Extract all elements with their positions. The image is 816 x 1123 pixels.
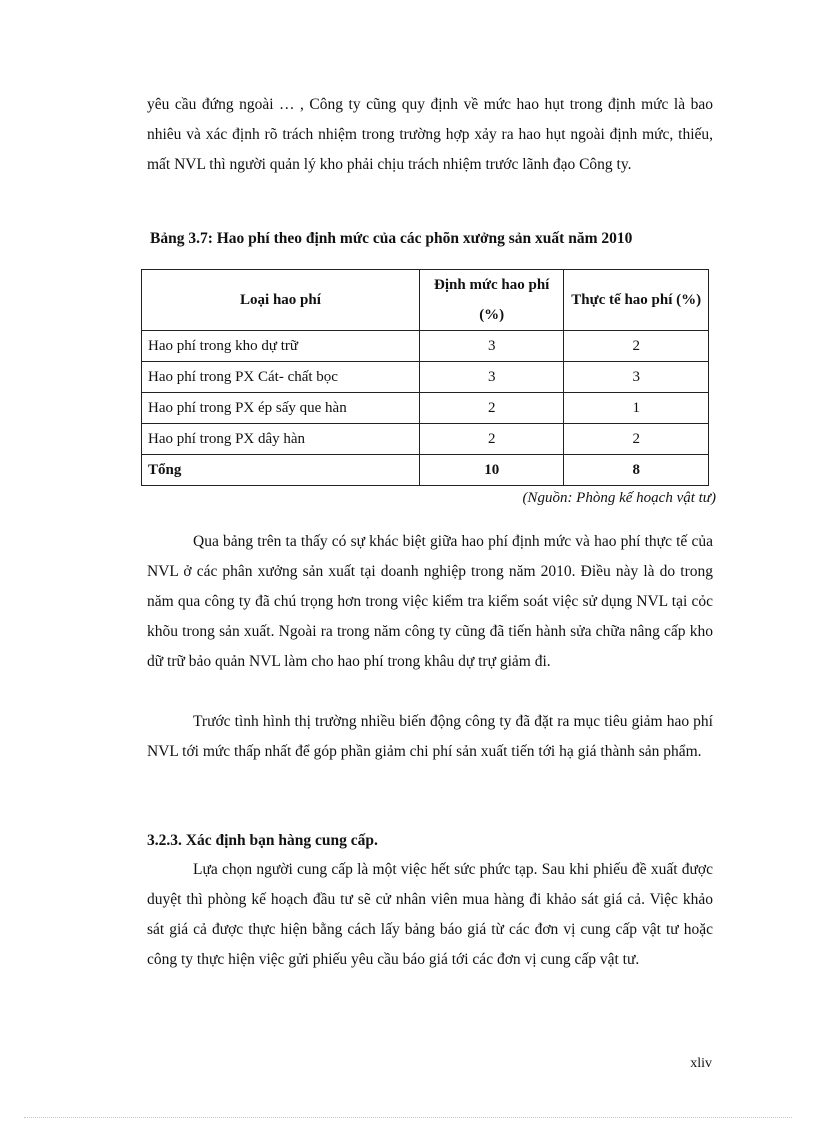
table-caption: Bảng 3.7: Hao phí theo định mức của các phõn xưởng sản xuất năm 2010 <box>150 230 633 247</box>
row-label: Hao phí trong kho dự trữ <box>142 331 420 362</box>
header-dinh-muc: Định mức hao phí (%) <box>419 270 564 331</box>
table-source: (Nguồn: Phòng kế hoạch vật tư) <box>522 490 716 506</box>
row-norm: 2 <box>419 393 564 424</box>
header-thuc-te: Thực tế hao phí (%) <box>564 270 709 331</box>
table-total-row <box>142 455 709 486</box>
paragraph-comparison: Qua bảng trên ta thấy có sự khác biệt giữa hao phí định mức và hao phí thực tế của NVL ở các phân xưởng sản xuất tại doanh nghiệp trong năm 2010. Điều này là do trong năm qua công ty đã chú trọng hơn trong việc kiểm tra kiểm soát việc sử dụng NVL tại cỏc khõu trong sản xuất. Ngoài ra trong năm công ty cũng đã tiến hành sửa chữa nâng cấp kho dữ trữ bảo quản NVL làm cho hao phí trong khâu dự trự giảm đi. <box>147 533 713 670</box>
paragraph-market: Trước tình hình thị trường nhiều biến động công ty đã đặt ra mục tiêu giảm hao phí NVL tới mức thấp nhất để góp phần giảm chi phí sản xuất tiến tới hạ giá thành sản phẩm. <box>147 713 713 760</box>
hao-phi-table <box>141 269 709 486</box>
table-header-row <box>142 270 709 331</box>
row-actual: 2 <box>564 424 709 455</box>
row-label: Hao phí trong PX Cát- chất bọc <box>142 362 420 393</box>
table-row <box>142 424 709 455</box>
header-loai-hao-phi: Loại hao phí <box>142 270 420 331</box>
paragraph-top: yêu cầu đứng ngoài … , Công ty cũng quy định về mức hao hụt trong định mức là bao nhiêu và xác định rõ trách nhiệm trong trường hợp xảy ra hao hụt ngoài định mức, thiếu, mất NVL thì người quản lý kho phải chịu trách nhiệm trước lãnh đạo Công ty. <box>147 96 713 173</box>
row-actual: 1 <box>564 393 709 424</box>
table-row <box>142 362 709 393</box>
row-label: Hao phí trong PX ép sấy que hàn <box>142 393 420 424</box>
row-actual: 2 <box>564 331 709 362</box>
total-label: Tổng <box>142 455 420 486</box>
paragraph-supplier: Lựa chọn người cung cấp là một việc hết sức phức tạp. Sau khi phiếu đề xuất được duyệt thì phòng kế hoạch đầu tư sẽ cử nhân viên mua hàng đi khảo sát giá cả. Việc khảo sát giá cả được thực hiện bằng cách lấy bảng báo giá từ các đơn vị cung cấp vật tư hoặc công ty thực hiện việc gửi phiếu yêu cầu báo giá tới các đơn vị cung cấp vật tư. <box>147 861 713 968</box>
table-row <box>142 331 709 362</box>
total-norm: 10 <box>419 455 564 486</box>
row-norm: 3 <box>419 331 564 362</box>
row-norm: 2 <box>419 424 564 455</box>
row-label: Hao phí trong PX dây hàn <box>142 424 420 455</box>
table-row <box>142 393 709 424</box>
footer-divider <box>24 1117 792 1118</box>
total-actual: 8 <box>564 455 709 486</box>
page-number: xliv <box>690 1056 712 1071</box>
row-norm: 3 <box>419 362 564 393</box>
section-heading: 3.2.3. Xác định bạn hàng cung cấp. <box>147 832 378 849</box>
row-actual: 3 <box>564 362 709 393</box>
